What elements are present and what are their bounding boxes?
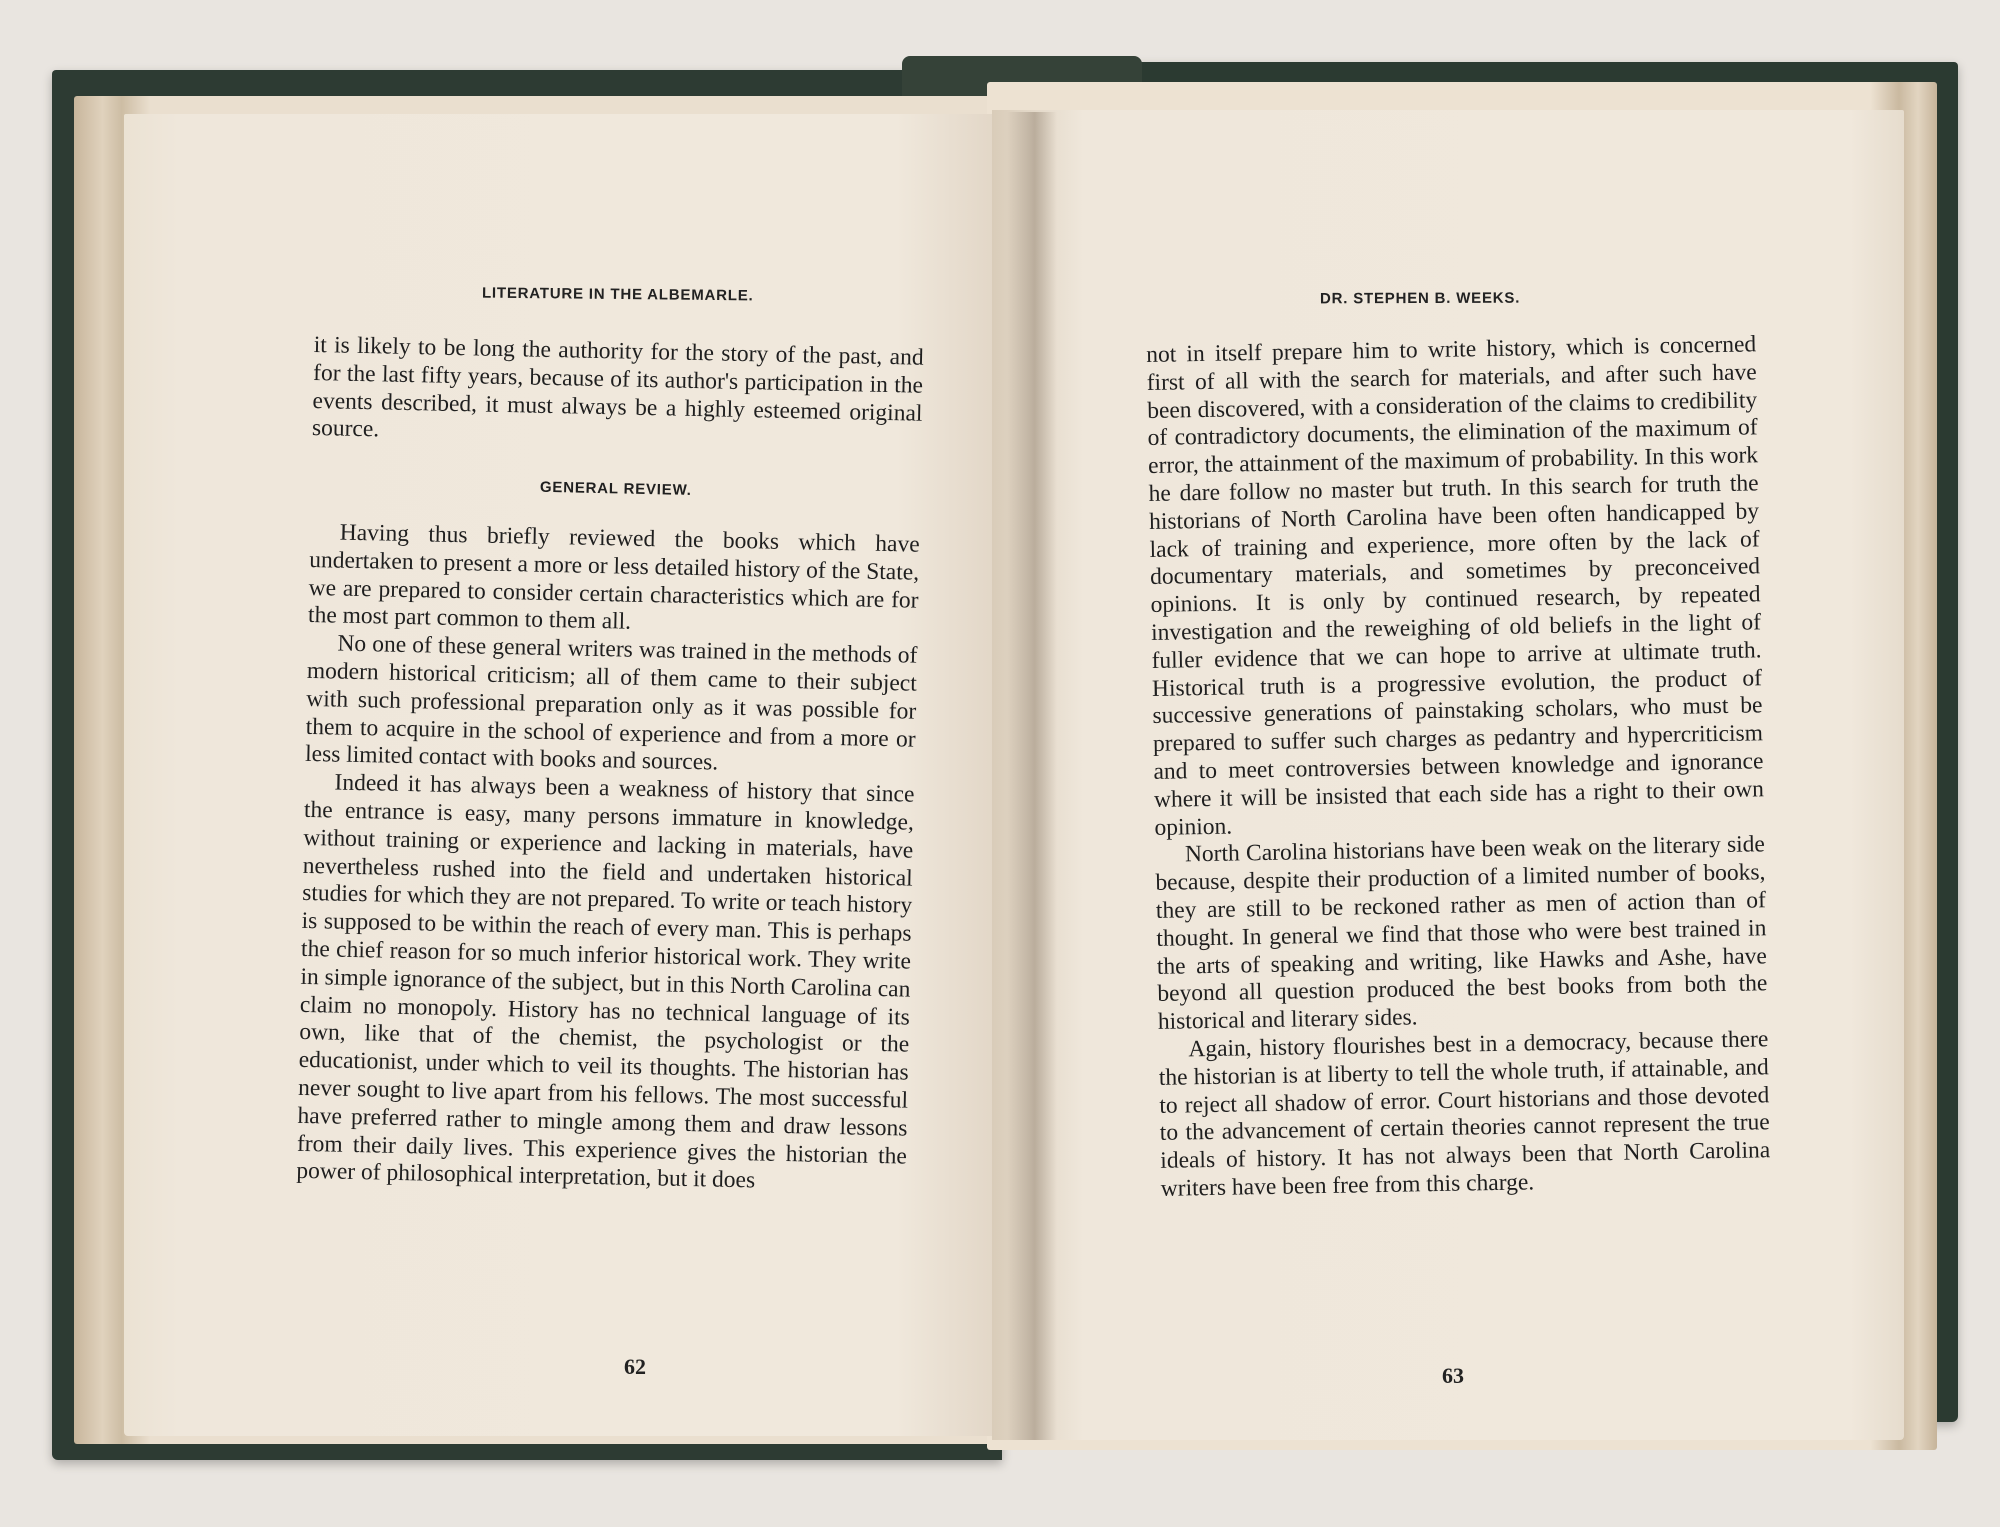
page-number-left: 62 (624, 1354, 646, 1379)
right-page (992, 110, 1904, 1440)
running-head-left: LITERATURE IN THE ALBEMARLE. (481, 284, 754, 305)
paragraph: Having thus briefly reviewed the books which have undertaken to present a more or less detailed history of the State, we are prepared to consider certain characteristics which are for the most part common to them all. (307, 519, 920, 636)
paragraph: No one of these general writers was trained in the methods of modern historical criticism; all of them came to their subject with such professional preparation only as it was possible for them to acquire in the school of experience and from a more or less limited contact with books and sources. (304, 630, 918, 776)
left-page-text (296, 332, 924, 1199)
paragraph: it is likely to be long the authority for the story of the past, and for the last fifty years, because of its author's participation in the events described, it must always be a highly esteemed original source. (311, 332, 924, 443)
right-page-text (1146, 331, 1771, 1203)
left-page (124, 114, 1032, 1436)
open-book (52, 62, 1958, 1456)
paragraph: not in itself prepare him to write history, which is concerned first of all with the search for materials, and after such have been discovered, with a consideration of the claims to credibility of contradictory documents, the elimination of the maximum of error, the attainment of the maximum of probability. In this work he dare follow no master but truth. In this search for truth the historians of North Carolina have been often handicapped by lack of training and experience, more often by the lack of documentary materials, and sometimes by preconceived opinions. It is only by continued research, by repeated investigation and the reweighing of old beliefs in the light of fuller evidence that we can hope to arrive at ultimate truth. Historical truth is a progressive evolution, the product of successive generations of painstaking scholars, who must be prepared to suffer such charges as pedantry and hypercriticism and to meet controversies between knowledge and ignorance where it will be insisted that each side has a right to their own opinion. (1146, 331, 1765, 841)
running-head-right: DR. STEPHEN B. WEEKS. (1319, 289, 1521, 308)
paragraph: Again, history flourishes best in a democracy, because there the historian is at liberty to tell the whole truth, if attainable, and to reject all shadow of error. Court historians and those devoted to the advancement of certain theories cannot represent the true ideals of history. It has not always been that North Carolina writers have been free from this charge. (1158, 1026, 1771, 1202)
paragraph: North Carolina historians have been weak on the literary side because, despite their production of a limited number of books, they are still to be reckoned rather as men of action than of thought. In general we find that those who were best trained in the arts of speaking and writing, like Hawks and Ashe, have beyond all question produced the best books from both the historical and literary sides. (1155, 831, 1768, 1036)
section-heading: GENERAL REVIEW. (539, 478, 692, 500)
page-number-right: 63 (1442, 1363, 1464, 1388)
paragraph: Indeed it has always been a weakness of history that since the entrance is easy, many persons immature in knowledge, without training or experience and lacking in materials, have nevertheless rushed into the field and undertaken historical studies for which they are not prepared. To write or teach history is supposed to be within the reach of every man. This is perhaps the chief reason for so much inferior historical work. They write in simple ignorance of the subject, but in this North Carolina can claim no monopoly. History has no technical language of its own, like that of the chemist, the psychologist or the educationist, under which to veil its thoughts. The historian has never sought to live apart from his fellows. The most successful have preferred rather to mingle among them and draw lessons from their daily lives. This experience gives the historian the power of philosophical interpretation, but it does (296, 769, 915, 1194)
